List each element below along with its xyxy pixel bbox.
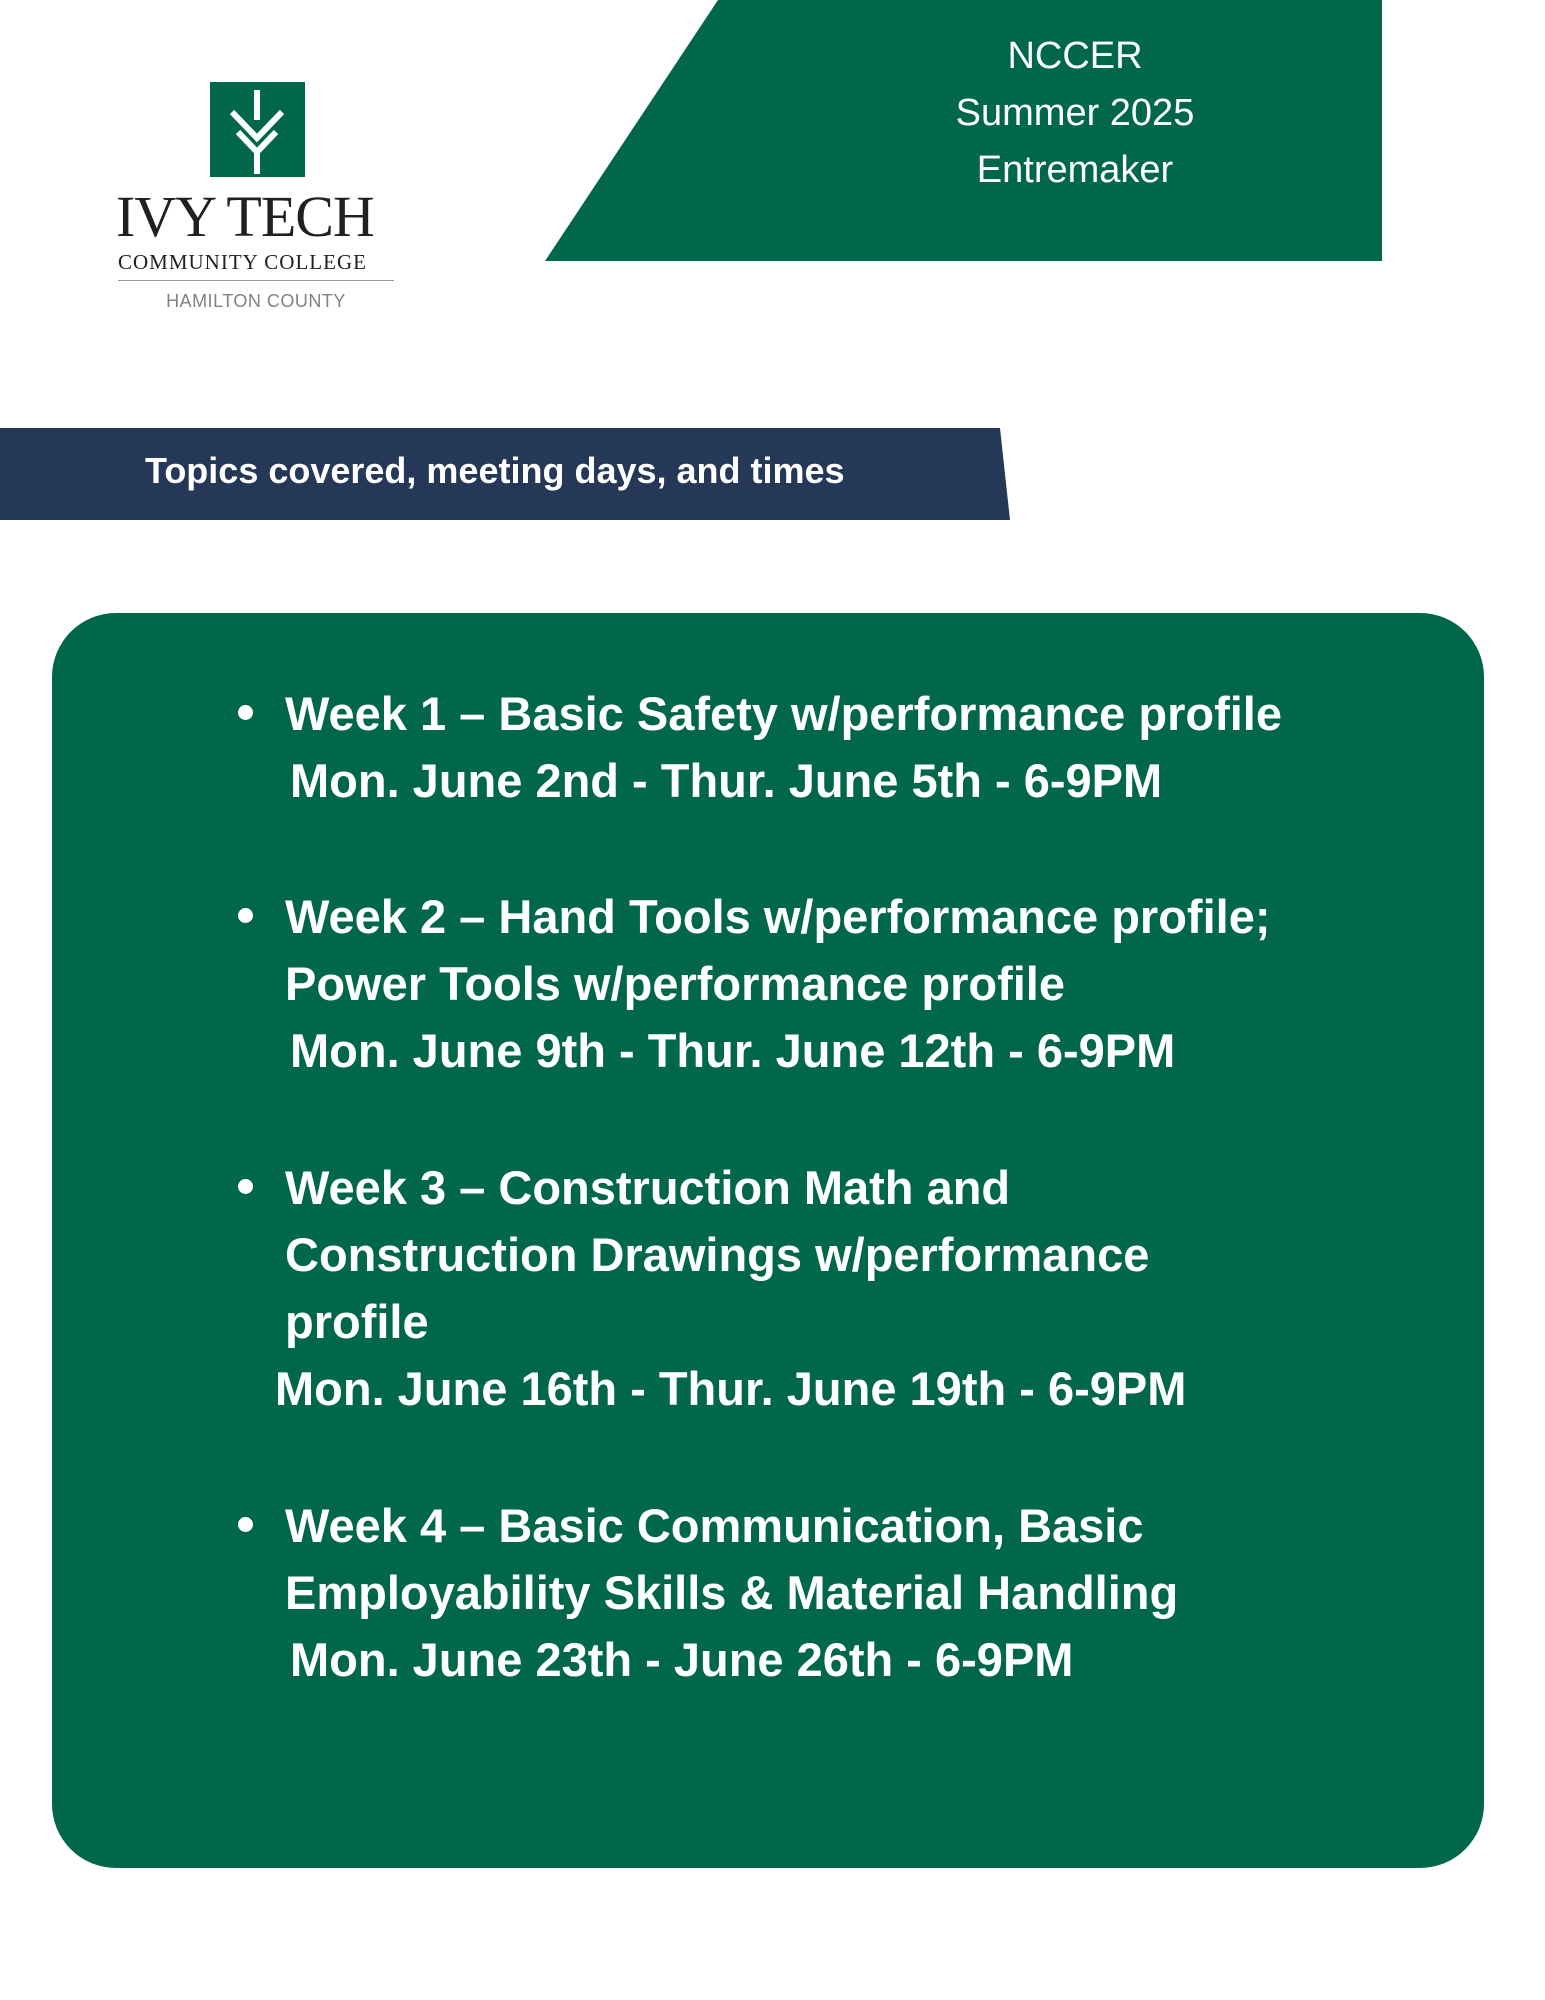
bullet-icon [238, 1179, 253, 1194]
week-topic-line: Week 1 – Basic Safety w/performance profile [285, 687, 1282, 740]
bullet-icon [238, 1517, 253, 1532]
week-list [52, 613, 1484, 1868]
bullet-icon [238, 705, 253, 720]
week-topic [285, 1154, 1405, 1355]
week-topic [285, 680, 1405, 747]
header-title [920, 28, 1230, 199]
ivy-tech-logo [110, 82, 400, 322]
header-line-program: NCCER [1007, 35, 1143, 77]
logo-campus: HAMILTON COUNTY [166, 291, 346, 311]
week-topic-line: Employability Skills & Material Handling [285, 1566, 1179, 1619]
week-topic [285, 1492, 1405, 1626]
week-topic-line: Construction Drawings w/performance [285, 1228, 1150, 1281]
week-topic-line: Week 2 – Hand Tools w/performance profile; [285, 890, 1271, 943]
header-line-location: Entremaker [976, 149, 1174, 191]
logo-divider [118, 280, 394, 281]
week-topic-line: profile [285, 1295, 429, 1348]
bullet-icon [238, 908, 253, 923]
ivy-leaf-icon [210, 82, 305, 177]
schedule-card [52, 613, 1484, 1868]
header-line-term: Summer 2025 [955, 92, 1195, 134]
logo-subtitle: COMMUNITY COLLEGE [118, 250, 367, 274]
week-topic-line: Power Tools w/performance profile [285, 957, 1065, 1010]
week-schedule: Mon. June 2nd - Thur. June 5th - 6-9PM [290, 754, 1163, 807]
week-schedule: Mon. June 9th - Thur. June 12th - 6-9PM [290, 1024, 1176, 1077]
section-heading: Topics covered, meeting days, and times [145, 450, 845, 491]
week-schedule: Mon. June 16th - Thur. June 19th - 6-9PM [275, 1362, 1187, 1415]
week-topic-line: Week 3 – Construction Math and [285, 1161, 1011, 1214]
logo-wordmark: IVY TECH [116, 184, 374, 249]
week-topic [285, 883, 1405, 1017]
week-topic-line: Week 4 – Basic Communication, Basic [285, 1499, 1144, 1552]
week-schedule: Mon. June 23th - June 26th - 6-9PM [290, 1633, 1074, 1686]
